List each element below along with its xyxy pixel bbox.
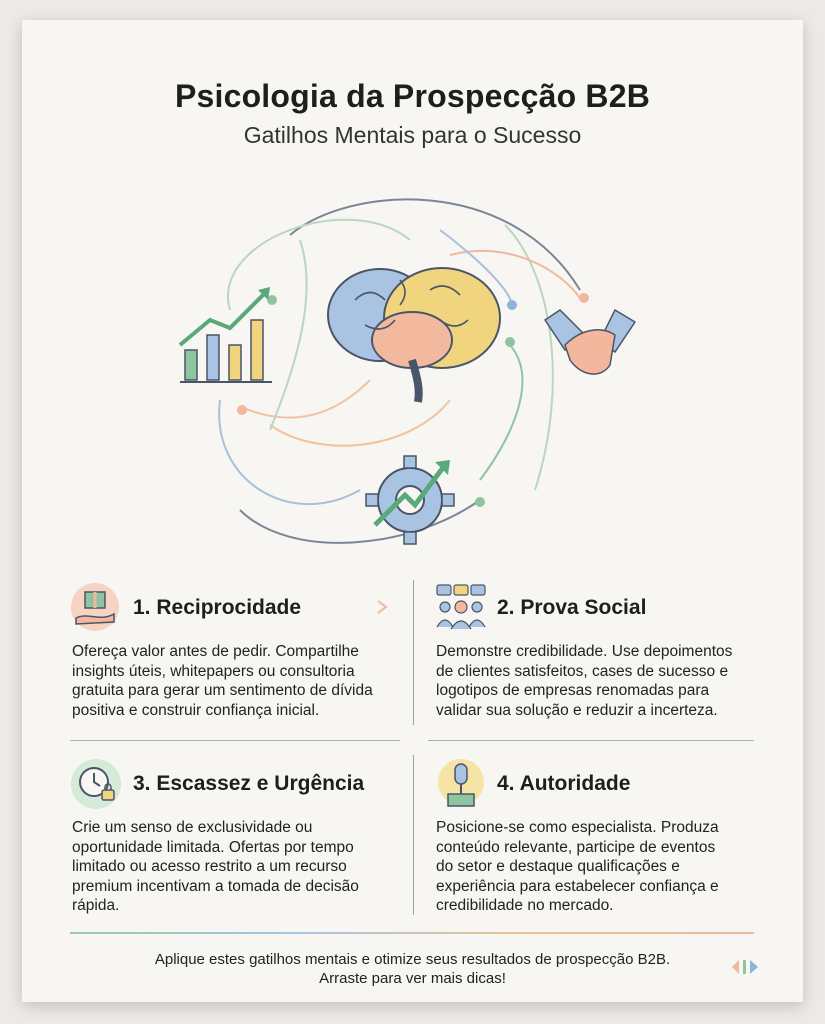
handshake-icon <box>545 310 635 374</box>
growth-chart-icon <box>180 287 272 382</box>
section-body-escassez <box>72 818 359 916</box>
microphone-podium-icon <box>436 758 486 810</box>
body-line: logotipos de empresas renomadas para <box>436 682 710 699</box>
gift-hand-icon <box>70 582 120 632</box>
page-subtitle: Gatilhos Mentais para o Sucesso <box>243 122 582 148</box>
section-body-reciprocidade <box>72 642 373 720</box>
section-heading-escassez: 3. Escassez e Urgência <box>133 772 365 795</box>
brain-icon <box>328 268 500 402</box>
gear-arrow-icon <box>366 456 454 544</box>
body-line: Crie um senso de exclusividade ou <box>72 819 313 836</box>
footer-text <box>100 950 725 988</box>
section-body-autoridade <box>436 818 719 916</box>
section-body-prova-social <box>436 642 732 720</box>
people-reviews-icon <box>435 583 487 631</box>
body-line: insights úteis, whitepapers ou consultoria <box>72 662 355 680</box>
body-line: experiência para estabelecer confiança e <box>436 877 719 895</box>
clock-lock-icon <box>70 758 122 810</box>
section-heading-prova-social: 2. Prova Social <box>497 596 647 619</box>
horizontal-divider-right <box>428 740 754 741</box>
swipe-arrows-icon[interactable] <box>730 958 760 976</box>
arrow-right-icon <box>322 600 390 614</box>
body-line: credibilidade no mercado. <box>436 897 614 914</box>
section-heading-autoridade: 4. Autoridade <box>497 772 631 795</box>
body-line: conteúdo relevante, participe de eventos <box>436 838 716 856</box>
footer-line-2: Arraste para ver mais dicas! <box>319 970 506 987</box>
body-line: validar sua solução e reduzir a incerteza. <box>436 701 718 719</box>
body-line: limitado ou acesso restrito a um recurso <box>72 858 347 875</box>
horizontal-divider-left <box>70 740 400 741</box>
body-line: oportunidade limitada. Ofertas por tempo <box>72 838 354 856</box>
vertical-divider-top <box>413 580 414 725</box>
body-line: Demonstre credibilidade. Use depoimentos <box>436 643 733 660</box>
body-line: Posicione-se como especialista. Produza <box>436 819 719 836</box>
page-title: Psicologia da Prospecção B2B <box>174 78 651 114</box>
body-line: positiva e construir confiança inicial. <box>72 701 320 719</box>
footer-line-1: Aplique estes gatilhos mentais e otimize seus resultados de prospecção B2B. <box>154 951 671 968</box>
footer-divider <box>70 932 754 934</box>
body-line: de clientes satisfeitos, cases de sucesso e <box>436 662 729 680</box>
body-line: rápida. <box>72 897 120 914</box>
hero-illustration <box>150 180 670 560</box>
vertical-divider-bottom <box>413 755 414 915</box>
section-heading-reciprocidade: 1. Reciprocidade <box>133 596 302 619</box>
body-line: premium incentivam a tomada de decisão <box>72 877 359 895</box>
body-line: do setor e destaque qualificações e <box>436 858 680 875</box>
body-line: Ofereça valor antes de pedir. Compartilhe <box>72 643 359 660</box>
body-line: gratuita para gerar um sentimento de dívida <box>72 682 373 699</box>
